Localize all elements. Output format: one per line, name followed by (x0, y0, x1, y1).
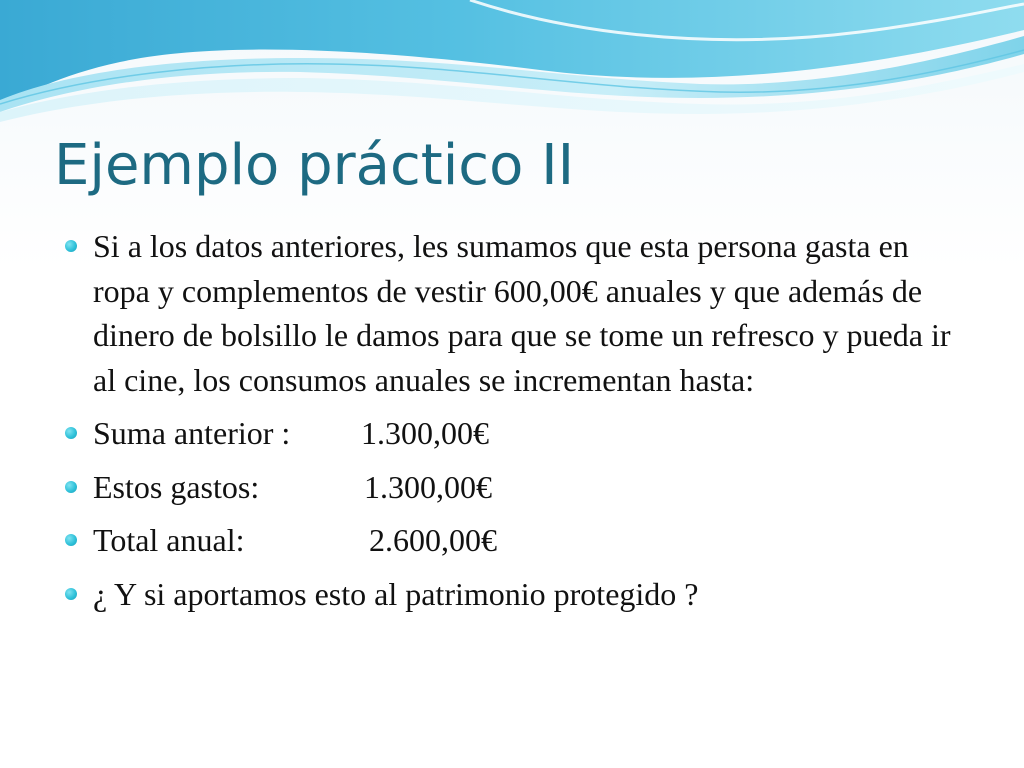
suma-anterior-value: 1.300,00€ (361, 415, 489, 451)
total-anual-value: 2.600,00€ (369, 522, 497, 558)
bullet-dot-icon (65, 481, 77, 493)
bullet-dot-icon (65, 534, 77, 546)
bullet-intro (62, 224, 967, 402)
total-anual-label: Total anual: (93, 522, 245, 558)
bullet-dot-icon (65, 588, 77, 600)
slide-title: Ejemplo práctico II (54, 133, 575, 198)
bullet-suma-anterior (62, 411, 967, 456)
estos-gastos-value: 1.300,00€ (364, 468, 492, 505)
bullet-dot-icon (65, 240, 77, 252)
bullet-intro-text: Si a los datos anteriores, les sumamos que esta persona gasta en ropa y complementos de vestir 600,00€ anuales y que además de dinero de bolsillo le damos para que se tome un refresco y pueda ir al cine, los consumos anuales se incrementan hasta: (93, 228, 951, 398)
bullet-estos-gastos (62, 465, 967, 510)
bullet-list (62, 224, 967, 625)
estos-gastos-label: Estos gastos: (93, 468, 260, 505)
suma-anterior-label: Suma anterior : (93, 415, 291, 451)
bullet-dot-icon (65, 427, 77, 439)
bullet-total-anual (62, 518, 967, 563)
bullet-question-text: ¿ Y si aportamos esto al patrimonio protegido ? (93, 575, 699, 612)
wave-header-decoration (0, 0, 1024, 130)
bullet-question (62, 572, 967, 617)
